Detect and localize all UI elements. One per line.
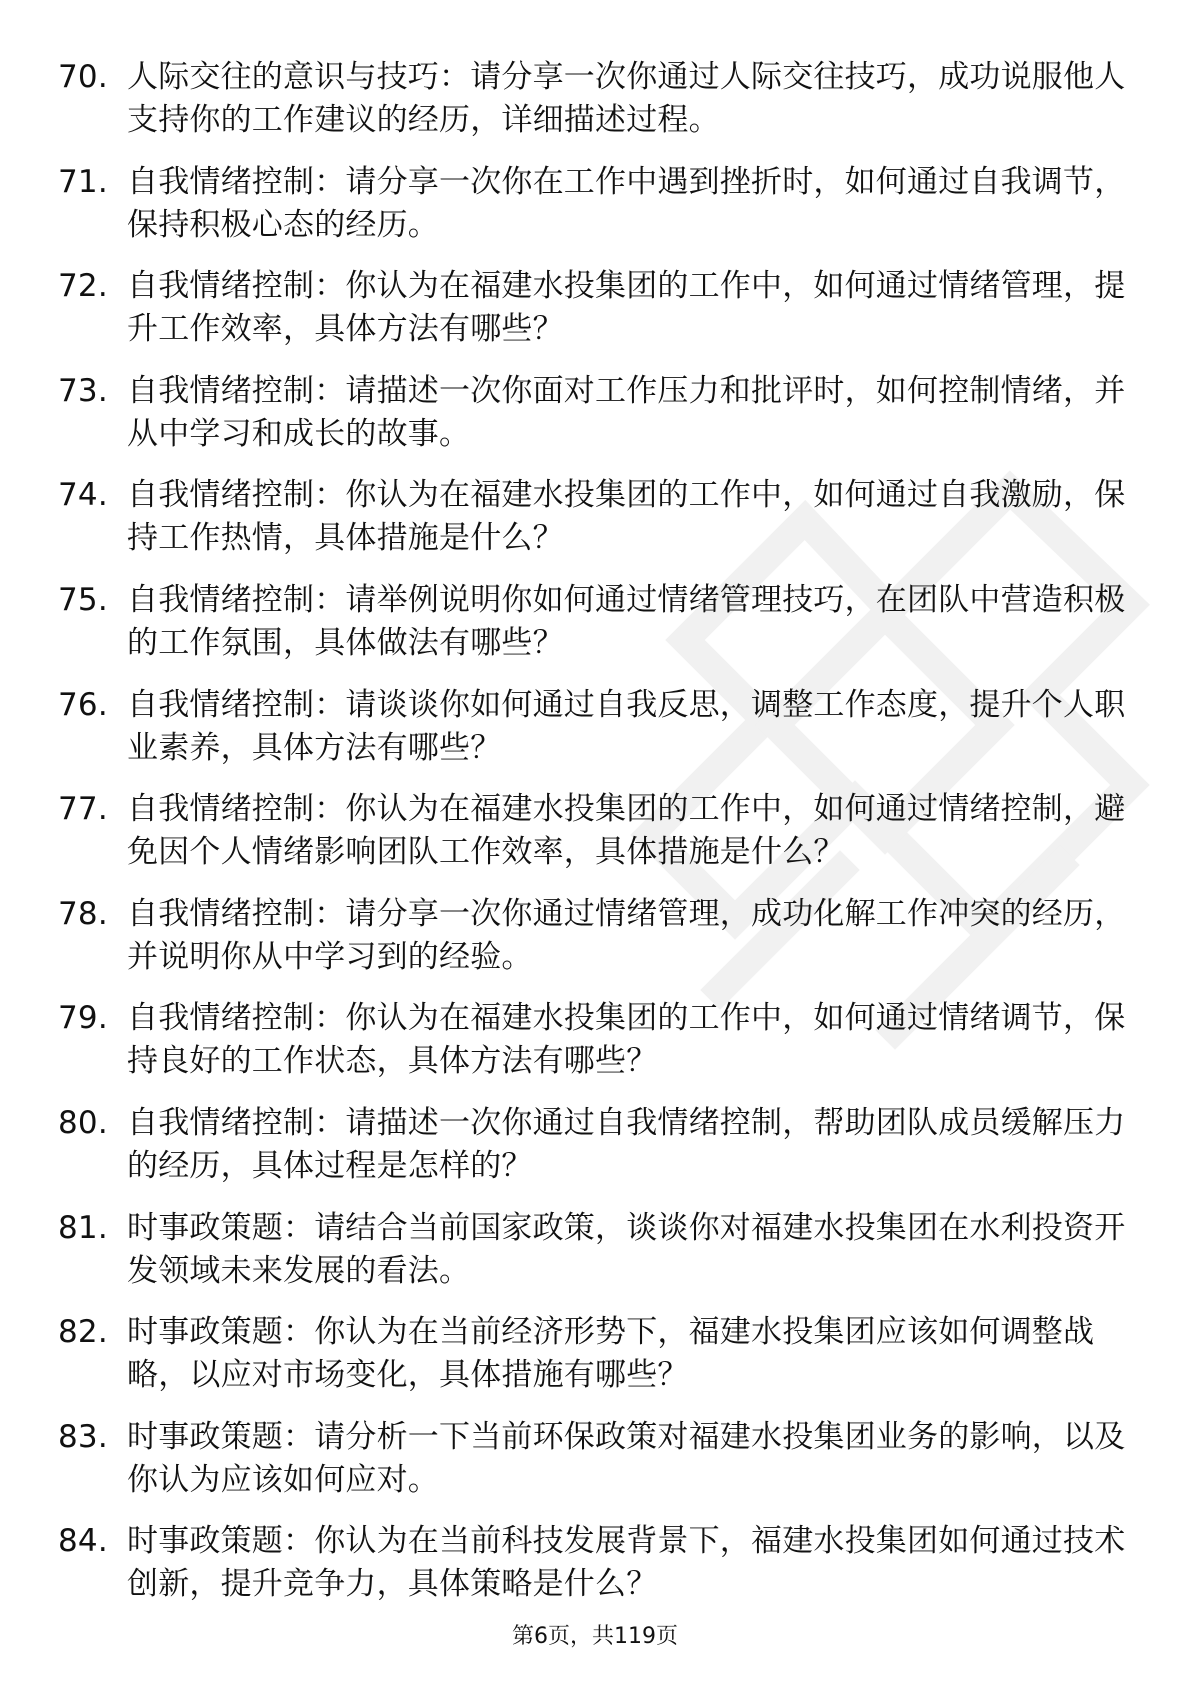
question-text: 自我情绪控制：请分享一次你在工作中遇到挫折时，如何通过自我调节，保持积极心态的经历。 — [127, 163, 1126, 243]
question-text: 时事政策题：你认为在当前科技发展背景下，福建水投集团如何通过技术创新，提升竞争力，具体策略是什么？ — [127, 1523, 1126, 1603]
question-item-80 — [58, 1102, 1128, 1188]
question-number: 71. — [58, 163, 108, 200]
question-item-75 — [58, 579, 1128, 665]
question-item-81 — [58, 1207, 1128, 1293]
question-number: 84. — [58, 1523, 108, 1560]
question-item-78 — [58, 893, 1128, 979]
question-text: 自我情绪控制：请描述一次你面对工作压力和批评时，如何控制情绪，并从中学习和成长的故事。 — [127, 372, 1126, 452]
question-number: 73. — [58, 372, 108, 409]
question-text: 时事政策题：请分析一下当前环保政策对福建水投集团业务的影响，以及你认为应该如何应对。 — [127, 1418, 1126, 1498]
question-item-76 — [58, 684, 1128, 770]
question-text: 自我情绪控制：你认为在福建水投集团的工作中，如何通过情绪控制，避免因个人情绪影响团队工作效率，具体措施是什么？ — [127, 791, 1126, 871]
question-number: 77. — [58, 791, 108, 828]
question-number: 80. — [58, 1104, 108, 1141]
question-item-73 — [58, 370, 1128, 456]
question-item-74 — [58, 474, 1128, 560]
question-item-82 — [58, 1311, 1128, 1397]
question-number: 75. — [58, 581, 108, 618]
question-number: 74. — [58, 477, 108, 514]
question-item-72 — [58, 265, 1128, 351]
question-text: 时事政策题：你认为在当前经济形势下，福建水投集团应该如何调整战略，以应对市场变化，具体措施有哪些？ — [127, 1314, 1095, 1394]
question-number: 81. — [58, 1209, 108, 1246]
question-item-84 — [58, 1520, 1128, 1606]
question-item-71 — [58, 161, 1128, 247]
question-number: 82. — [58, 1314, 108, 1351]
question-text: 自我情绪控制：请举例说明你如何通过情绪管理技巧，在团队中营造积极的工作氛围，具体做法有哪些？ — [127, 581, 1126, 661]
question-number: 72. — [58, 268, 108, 305]
question-item-79 — [58, 997, 1128, 1083]
question-number: 83. — [58, 1418, 108, 1455]
question-text: 自我情绪控制：请谈谈你如何通过自我反思，调整工作态度，提升个人职业素养，具体方法有哪些？ — [127, 686, 1126, 766]
question-text: 时事政策题：请结合当前国家政策，谈谈你对福建水投集团在水利投资开发领域未来发展的看法。 — [127, 1209, 1126, 1289]
question-number: 76. — [58, 686, 108, 723]
question-number: 70. — [58, 59, 108, 95]
question-number: 79. — [58, 1000, 108, 1037]
question-item-83 — [58, 1416, 1128, 1502]
question-text: 人际交往的意识与技巧：请分享一次你通过人际交往技巧，成功说服他人支持你的工作建议的经历，详细描述过程。 — [127, 59, 1126, 138]
question-text: 自我情绪控制：你认为在福建水投集团的工作中，如何通过情绪管理，提升工作效率，具体方法有哪些？ — [127, 268, 1126, 348]
question-text: 自我情绪控制：你认为在福建水投集团的工作中，如何通过自我激励，保持工作热情，具体措施是什么？ — [127, 477, 1126, 557]
question-text: 自我情绪控制：你认为在福建水投集团的工作中，如何通过情绪调节，保持良好的工作状态，具体方法有哪些？ — [127, 1000, 1126, 1080]
question-text: 自我情绪控制：请描述一次你通过自我情绪控制，帮助团队成员缓解压力的经历，具体过程是怎样的？ — [127, 1104, 1126, 1184]
question-item-77 — [58, 788, 1128, 874]
question-number: 78. — [58, 895, 108, 932]
question-item-70 — [58, 56, 1128, 142]
question-text: 自我情绪控制：请分享一次你通过情绪管理，成功化解工作冲突的经历，并说明你从中学习到的经验。 — [127, 895, 1126, 975]
page-footer: 第6页，共119页 — [512, 1624, 678, 1649]
question-list — [58, 56, 1128, 1625]
